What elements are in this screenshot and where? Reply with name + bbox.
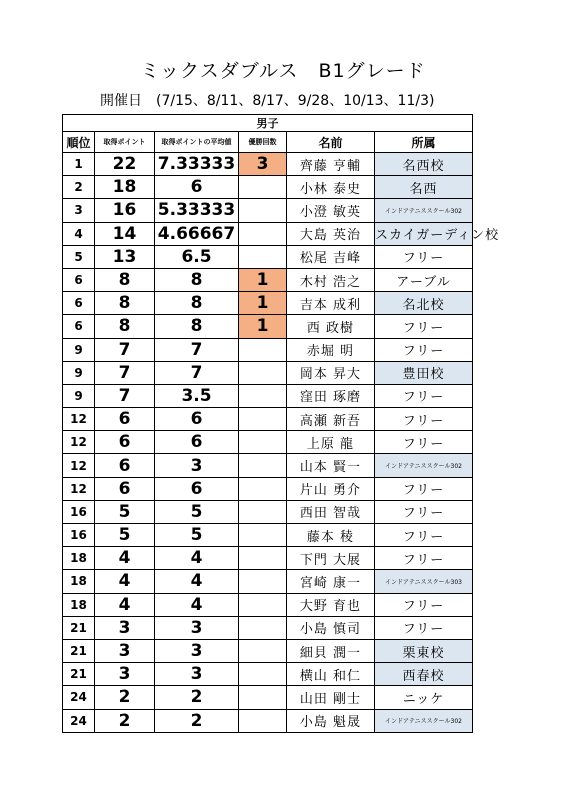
name-cell: 岡本 昇大 [287,361,375,384]
points-cell: 6 [95,408,155,431]
column-header-name: 名前 [287,132,375,153]
table-row [63,199,473,222]
name-cell: 小澄 敏英 [287,199,375,222]
club-cell: 栗東校 [375,639,473,662]
wins-cell: 3 [239,153,287,176]
average-cell: 7.33333 [155,153,239,176]
points-cell: 6 [95,431,155,454]
ranking-table [62,114,500,733]
points-cell: 3 [95,616,155,639]
club-cell: ニッケ [375,686,473,709]
wins-cell [239,361,287,384]
table-row [63,292,473,315]
table-row [63,454,473,477]
column-header-rank: 順位 [63,132,95,153]
points-cell: 6 [95,454,155,477]
table-row [63,361,473,384]
table-row [63,315,473,338]
average-cell: 4 [155,547,239,570]
club-cell: 名西校 [375,153,473,176]
club-cell: フリー [375,477,473,500]
name-cell: 片山 勇介 [287,477,375,500]
wins-cell [239,709,287,732]
rank-cell: 9 [63,338,95,361]
table-row [63,663,473,686]
points-cell: 4 [95,547,155,570]
name-cell: 西田 智哉 [287,500,375,523]
wins-cell [239,639,287,662]
table-row [63,384,473,407]
table-row [63,547,473,570]
table-row [63,616,473,639]
rank-cell: 12 [63,408,95,431]
points-cell: 7 [95,338,155,361]
name-cell: 木村 浩之 [287,268,375,291]
table-row [63,338,473,361]
club-cell: 豊田校 [375,361,473,384]
club-cell: インドアテニススクール302 [375,199,473,222]
points-cell: 2 [95,686,155,709]
rank-cell: 24 [63,709,95,732]
points-cell: 16 [95,199,155,222]
event-dates: 開催日 (7/15、8/11、8/17、9/28、10/13、11/3) [100,93,435,109]
club-cell: 名北校 [375,292,473,315]
club-cell: フリー [375,616,473,639]
table-row [63,268,473,291]
club-cell: フリー [375,315,473,338]
rank-cell: 9 [63,361,95,384]
wins-cell [239,547,287,570]
wins-cell [239,570,287,593]
wins-cell [239,616,287,639]
table-row [63,477,473,500]
wins-cell [239,338,287,361]
points-cell: 5 [95,524,155,547]
average-cell: 4.66667 [155,222,239,245]
wins-cell [239,500,287,523]
average-cell: 3 [155,454,239,477]
table-row [63,176,473,199]
club-cell: フリー [375,500,473,523]
name-cell: 山本 賢一 [287,454,375,477]
average-cell: 3 [155,616,239,639]
rank-cell: 6 [63,315,95,338]
club-cell: インドアテニススクール302 [375,709,473,732]
column-header-points: 取得ポイント [95,132,155,153]
wins-cell: 1 [239,292,287,315]
rank-cell: 12 [63,477,95,500]
points-cell: 5 [95,500,155,523]
average-cell: 2 [155,686,239,709]
rank-cell: 6 [63,292,95,315]
name-cell: 下門 大展 [287,547,375,570]
rank-cell: 16 [63,524,95,547]
club-cell: フリー [375,431,473,454]
average-cell: 6 [155,431,239,454]
table-row [63,709,473,732]
average-cell: 4 [155,570,239,593]
points-cell: 8 [95,268,155,291]
club-cell: 西春校 [375,663,473,686]
name-cell: 齊藤 亨輔 [287,153,375,176]
table-row [63,431,473,454]
average-cell: 2 [155,709,239,732]
wins-cell [239,408,287,431]
points-cell: 18 [95,176,155,199]
points-cell: 22 [95,153,155,176]
name-cell: 高瀬 新吾 [287,408,375,431]
wins-cell [239,245,287,268]
average-cell: 6 [155,408,239,431]
points-cell: 14 [95,222,155,245]
club-cell: フリー [375,524,473,547]
points-cell: 7 [95,384,155,407]
rank-cell: 21 [63,663,95,686]
wins-cell [239,663,287,686]
page-title: ミックスダブルス B1グレード [140,60,426,82]
wins-cell [239,524,287,547]
table-row [63,153,473,176]
average-cell: 7 [155,338,239,361]
average-cell: 6.5 [155,245,239,268]
club-cell: 名西 [375,176,473,199]
table-row [63,524,473,547]
average-cell: 6 [155,176,239,199]
average-cell: 8 [155,315,239,338]
rank-cell: 12 [63,454,95,477]
wins-cell: 1 [239,315,287,338]
column-header-row [63,132,473,153]
rank-cell: 16 [63,500,95,523]
wins-cell [239,222,287,245]
table-row [63,593,473,616]
rank-cell: 1 [63,153,95,176]
table-row [63,686,473,709]
name-cell: 小島 魁晟 [287,709,375,732]
column-header-wins: 優勝回数 [239,132,287,153]
rank-cell: 21 [63,639,95,662]
points-cell: 7 [95,361,155,384]
name-cell: 大島 英治 [287,222,375,245]
name-cell: 大野 育也 [287,593,375,616]
rank-cell: 5 [63,245,95,268]
club-cell: スカイガーディン校 [375,222,473,245]
rank-cell: 4 [63,222,95,245]
club-cell: フリー [375,338,473,361]
wins-cell [239,454,287,477]
name-cell: 窪田 琢磨 [287,384,375,407]
name-cell: 松尾 吉峰 [287,245,375,268]
average-cell: 5 [155,500,239,523]
name-cell: 上原 龍 [287,431,375,454]
column-header-average: 取得ポイントの平均値 [155,132,239,153]
club-cell: フリー [375,593,473,616]
rank-cell: 24 [63,686,95,709]
club-cell: フリー [375,384,473,407]
table-row [63,570,473,593]
wins-cell: 1 [239,268,287,291]
name-cell: 横山 和仁 [287,663,375,686]
name-cell: 山田 剛士 [287,686,375,709]
name-cell: 小林 泰史 [287,176,375,199]
points-cell: 2 [95,709,155,732]
club-cell: インドアテニススクール302 [375,454,473,477]
table-row [63,245,473,268]
rank-cell: 9 [63,384,95,407]
club-cell: フリー [375,408,473,431]
rank-cell: 18 [63,547,95,570]
name-cell: 吉本 成利 [287,292,375,315]
name-cell: 宮崎 康一 [287,570,375,593]
club-cell: フリー [375,245,473,268]
name-cell: 細貝 潤一 [287,639,375,662]
points-cell: 4 [95,593,155,616]
wins-cell [239,384,287,407]
average-cell: 6 [155,477,239,500]
table-row [63,408,473,431]
rank-cell: 18 [63,593,95,616]
points-cell: 8 [95,292,155,315]
average-cell: 5.33333 [155,199,239,222]
points-cell: 8 [95,315,155,338]
average-cell: 4 [155,593,239,616]
wins-cell [239,199,287,222]
average-cell: 8 [155,292,239,315]
average-cell: 3.5 [155,384,239,407]
rank-cell: 2 [63,176,95,199]
rank-cell: 18 [63,570,95,593]
wins-cell [239,431,287,454]
average-cell: 8 [155,268,239,291]
wins-cell [239,686,287,709]
points-cell: 6 [95,477,155,500]
gender-header: 男子 [63,115,473,132]
points-cell: 3 [95,639,155,662]
column-header-club: 所属 [375,132,473,153]
rank-cell: 6 [63,268,95,291]
club-cell: アーブル [375,268,473,291]
name-cell: 藤本 稜 [287,524,375,547]
table-row [63,500,473,523]
club-cell: インドアテニススクール303 [375,570,473,593]
average-cell: 3 [155,639,239,662]
name-cell: 赤堀 明 [287,338,375,361]
rank-cell: 21 [63,616,95,639]
wins-cell [239,176,287,199]
average-cell: 7 [155,361,239,384]
points-cell: 13 [95,245,155,268]
points-cell: 4 [95,570,155,593]
table-row [63,639,473,662]
wins-cell [239,593,287,616]
average-cell: 3 [155,663,239,686]
club-cell: フリー [375,547,473,570]
rank-cell: 12 [63,431,95,454]
wins-cell [239,477,287,500]
rank-cell: 3 [63,199,95,222]
points-cell: 3 [95,663,155,686]
name-cell: 小島 慎司 [287,616,375,639]
name-cell: 西 政樹 [287,315,375,338]
table-row [63,222,473,245]
average-cell: 5 [155,524,239,547]
